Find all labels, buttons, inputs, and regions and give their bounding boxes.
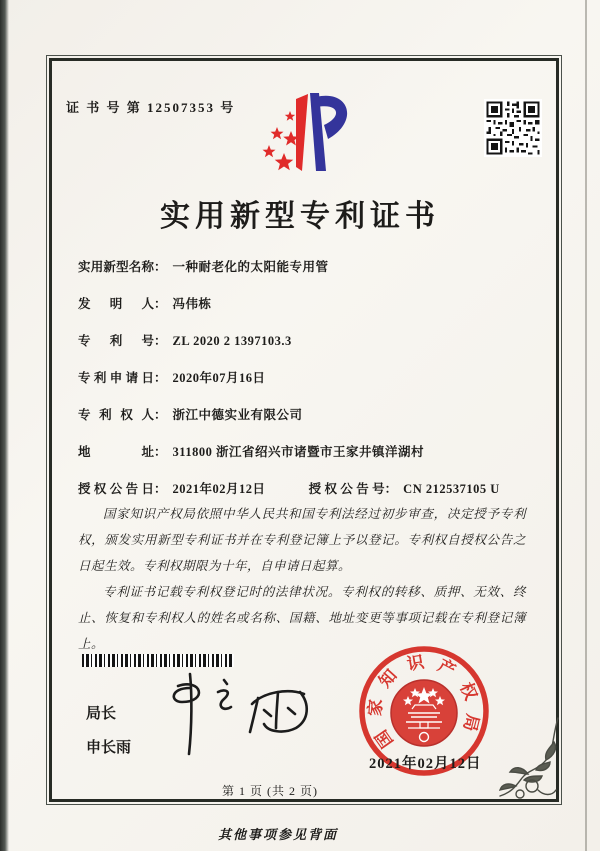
certificate-title: 实用新型专利证书 — [160, 200, 440, 233]
field-address: 地址： 311800 浙江省绍兴市诸暨市王家井镇洋湖村 — [78, 445, 424, 459]
commissioner-signature — [152, 668, 324, 765]
grant-date-label: 授权公告日 — [78, 482, 154, 496]
field-label: 专利申请日 — [78, 371, 154, 385]
qr-code — [483, 99, 543, 162]
field-value: 浙江中德实业有限公司 — [172, 408, 303, 422]
svg-text:家: 家 — [365, 698, 386, 717]
svg-text:局: 局 — [459, 712, 483, 734]
corner-flourish-icon — [492, 712, 566, 811]
svg-text:产: 产 — [434, 655, 459, 681]
field-label: 地址 — [78, 445, 154, 459]
svg-text:国: 国 — [371, 726, 397, 752]
seal-date: 2021年02月12日 — [369, 756, 482, 772]
field-filing-date: 专利申请日： 2020年07月16日 — [78, 371, 266, 385]
field-label: 专利号 — [78, 334, 154, 348]
page-number: 第 1 页 (共 2 页) — [222, 784, 318, 798]
legal-paragraph-2: 专利证书记载专利权登记时的法律状况。专利权的转移、质押、无效、终止、恢复和专利权人的姓名或名称、国籍、地址变更等事项记载在专利登记簿上。 — [78, 585, 526, 651]
field-invention-name: 实用新型名称： 一种耐老化的太阳能专用管 — [78, 260, 329, 274]
field-label: 实用新型名称 — [78, 260, 154, 274]
svg-text:权: 权 — [456, 679, 481, 703]
commissioner-title: 局长 — [86, 705, 117, 722]
commissioner-name: 申长雨 — [86, 739, 132, 756]
field-grant-line: 授权公告日： 2021年02月12日 授权公告号： CN 212537105 U — [78, 482, 500, 496]
grant-number-group: 授权公告号： CN 212537105 U — [308, 482, 500, 496]
field-value: 冯伟栋 — [172, 297, 212, 311]
grant-date-value: 2021年02月12日 — [172, 482, 266, 496]
barcode — [82, 654, 234, 667]
seal-emblem — [391, 680, 457, 746]
field-value: 2020年07月16日 — [172, 371, 266, 385]
photo-edge — [0, 0, 9, 851]
field-inventor: 发明人： 冯伟栋 — [78, 297, 212, 311]
field-patentee: 专利权人： 浙江中德实业有限公司 — [78, 408, 303, 422]
field-value: ZL 2020 2 1397103.3 — [172, 334, 292, 348]
cnipa-logo-icon — [246, 87, 358, 182]
paper-edge — [585, 0, 587, 851]
grant-number-label: 授权公告号 — [308, 482, 385, 496]
field-value: 311800 浙江省绍兴市诸暨市王家井镇洋湖村 — [172, 445, 424, 459]
svg-text:识: 识 — [405, 652, 426, 675]
field-list — [78, 258, 538, 498]
field-value: 一种耐老化的太阳能专用管 — [172, 260, 329, 274]
svg-text:知: 知 — [375, 665, 401, 692]
legal-paragraph-1: 国家知识产权局依照中华人民共和国专利法经过初步审查，决定授予专利权，颁发实用新型专利证书并在专利登记簿上予以登记。专利权自授权公告之日起生效。专利权期限为十年，自申请日起算。 — [78, 507, 526, 573]
commissioner-block — [86, 697, 131, 765]
field-label: 发明人 — [78, 297, 154, 311]
legal-text — [78, 501, 526, 657]
back-side-note: 其他事项参见背面 — [217, 827, 338, 842]
field-label: 专利权人 — [78, 408, 154, 422]
grant-number-value: CN 212537105 U — [403, 482, 500, 496]
field-patent-number: 专利号： ZL 2020 2 1397103.3 — [78, 334, 292, 348]
certificate-number: 证 书 号 第 12507353 号 — [66, 100, 236, 115]
